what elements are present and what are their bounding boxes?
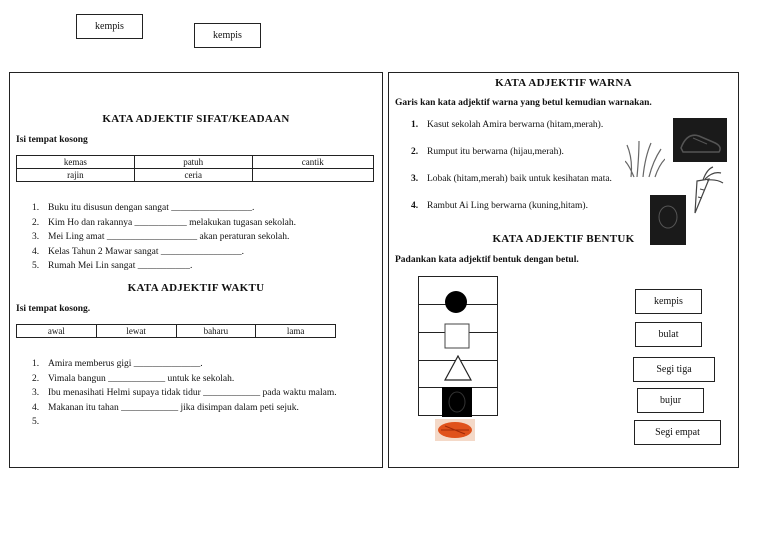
list-item [32, 388, 337, 403]
question-number: 5. [32, 417, 40, 427]
word-cell: baharu [176, 325, 256, 338]
left-worksheet-panel [9, 72, 383, 468]
question-number: 2. [411, 147, 419, 157]
waktu-instruction: Isi tempat kosong. [16, 304, 91, 314]
carrot-icon [687, 165, 725, 215]
warna-title: KATA ADJEKTIF WARNA [495, 77, 632, 89]
word-cell: lewat [96, 325, 176, 338]
word-cell: kemas [17, 156, 135, 169]
waktu-title: KATA ADJEKTIF WAKTU [127, 282, 265, 294]
table-row [17, 169, 374, 182]
oval-object-icon [435, 419, 475, 441]
list-item [32, 261, 296, 276]
list-item [32, 374, 337, 389]
floating-tag-kempis: kempis [76, 14, 143, 39]
bentuk-title: KATA ADJEKTIF BENTUK [492, 233, 635, 245]
question-number: 3. [411, 174, 419, 184]
waktu-word-table [16, 324, 336, 338]
question-number: 4. [32, 402, 40, 413]
question-text: Rumah Mei Lin sangat ___________. [48, 261, 193, 271]
question-text: Kelas Tahun 2 Mawar sangat _________________. [48, 246, 244, 257]
question-text: Buku itu disusun dengan sangat _________________. [48, 203, 255, 213]
bentuk-word-bulat: bulat [635, 322, 702, 347]
list-item [32, 203, 296, 218]
question-text: Mei Ling amat ___________________ akan peraturan sekolah. [48, 232, 290, 242]
question-number: 5. [32, 261, 40, 271]
table-row [17, 156, 374, 169]
word-cell [252, 169, 373, 182]
warna-instruction: Garis kan kata adjektif warna yang betul kemudian warnakan. [395, 98, 652, 108]
question-number: 3. [32, 388, 40, 398]
warna-question-3 [411, 174, 612, 184]
word-cell: awal [17, 325, 97, 338]
warna-question-2 [411, 147, 564, 157]
waktu-question-list [32, 359, 337, 432]
question-number: 1. [32, 203, 40, 213]
question-number: 1. [32, 359, 40, 369]
question-number: 4. [411, 201, 419, 211]
list-item [32, 232, 296, 247]
question-number: 3. [32, 232, 40, 242]
sifat-word-table [16, 155, 374, 182]
question-number: 2. [32, 217, 40, 228]
right-worksheet-panel [388, 72, 739, 468]
bentuk-word-segi-empat: Segi empat [634, 420, 721, 445]
list-item [32, 218, 296, 233]
word-cell: cantik [252, 156, 373, 169]
word-cell: lama [256, 325, 336, 338]
list-item [32, 403, 337, 418]
question-text: Vimala bangun ____________ untuk ke sekolah. [48, 373, 235, 384]
word-cell: patuh [134, 156, 252, 169]
word-cell: rajin [17, 169, 135, 182]
list-item [32, 247, 296, 262]
triangle-shape-icon [444, 355, 472, 381]
question-number: 4. [32, 246, 40, 257]
word-cell: ceria [134, 169, 252, 182]
table-row [17, 325, 336, 338]
sifat-instruction: Isi tempat kosong [16, 135, 88, 145]
question-text: Kasut sekolah Amira berwarna (hitam,merah). [427, 120, 604, 130]
question-text: Amira memberus gigi ______________. [48, 359, 203, 369]
bentuk-word-segi-tiga: Segi tiga [633, 357, 715, 382]
question-number: 1. [411, 120, 419, 130]
question-text: Makanan itu tahan ____________ jika disimpan dalam peti sejuk. [48, 402, 299, 413]
bentuk-instruction: Padankan kata adjektif bentuk dengan betul. [395, 255, 579, 265]
square-outline-icon [444, 323, 470, 349]
question-text: Ibu menasihati Helmi supaya tidak tidur ____________ pada waktu malam. [48, 388, 337, 398]
sifat-question-list [32, 203, 296, 276]
list-item [32, 417, 337, 432]
shapes-column [418, 276, 498, 416]
list-item [32, 359, 337, 374]
question-text: Rumput itu berwarna (hijau,merah). [427, 147, 564, 157]
bentuk-word-bujur: bujur [637, 388, 704, 413]
bentuk-word-kempis: kempis [635, 289, 702, 314]
school-shoes-icon [673, 118, 727, 162]
question-number: 2. [32, 373, 40, 384]
warna-question-1 [411, 120, 603, 130]
question-text: Lobak (hitam,merah) baik untuk kesihatan mata. [427, 174, 612, 184]
question-text: Kim Ho dan rakannya ___________ melakukan tugasan sekolah. [48, 217, 296, 228]
circle-shape-icon [444, 290, 468, 314]
question-text: Rambut Ai Ling berwarna (kuning,hitam). [427, 201, 588, 211]
black-square-icon [442, 387, 472, 417]
warna-question-4 [411, 201, 588, 211]
grass-icon [625, 139, 665, 179]
floating-tag-kempis-2: kempis [194, 23, 261, 48]
sifat-title: KATA ADJEKTIF SIFAT/KEADAAN [102, 113, 290, 125]
